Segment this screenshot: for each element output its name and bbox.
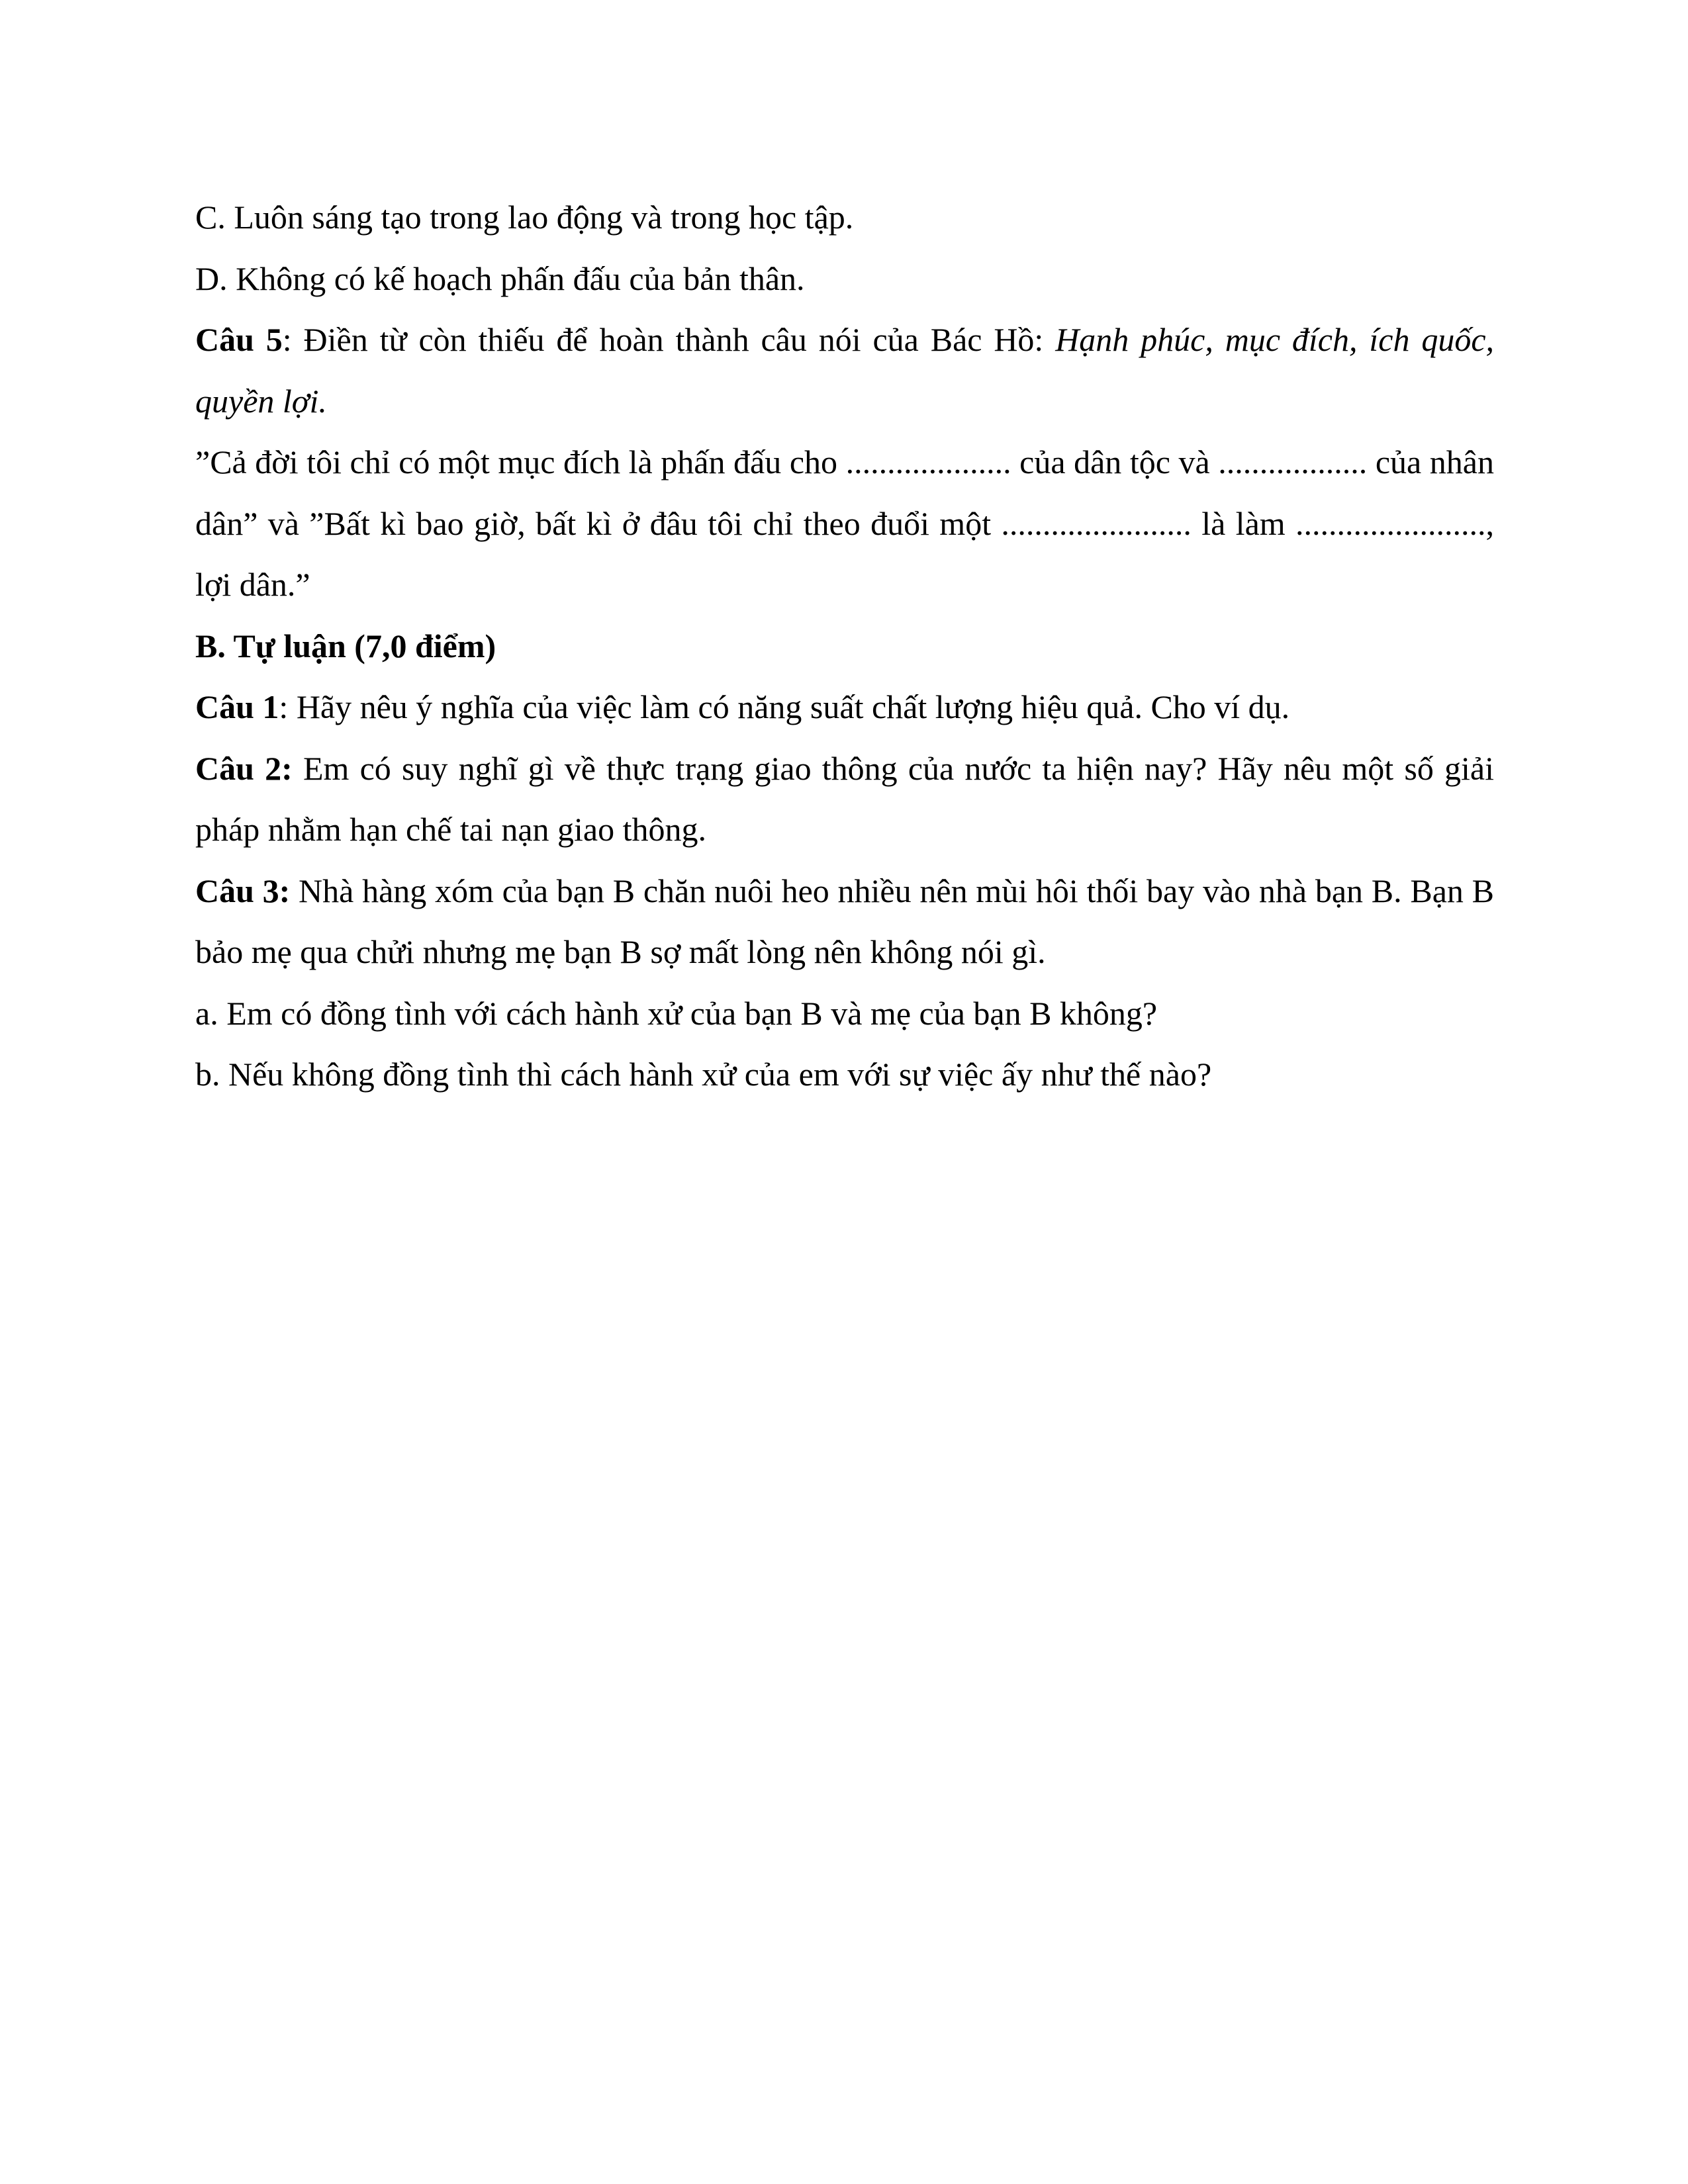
question-5-quote: ”Cả đời tôi chỉ có một mục đích là phấn đấu cho .................... của dân tộc và .................. của nhân dân” và ”Bất kì bao giờ, bất kì ở đâu tôi chỉ theo đuổi một ....................... là làm ......................., lợi dân.” bbox=[195, 443, 1494, 603]
section-b-title: B. Tự luận (7,0 điểm) bbox=[195, 627, 496, 664]
question-3 bbox=[195, 860, 1494, 983]
question-2-label: Câu 2: bbox=[195, 749, 293, 787]
question-5 bbox=[195, 309, 1494, 432]
question-3-text: Nhà hàng xóm của bạn B chăn nuôi heo nhiều nên mùi hôi thối bay vào nhà bạn B. Bạn B bảo mẹ qua chửi nhưng mẹ bạn B sợ mất lòng nên không nói gì. bbox=[195, 872, 1494, 970]
question-2 bbox=[195, 738, 1494, 860]
option-d: D. Không có kế hoạch phấn đấu của bản thân. bbox=[195, 259, 805, 297]
question-3-part-b: b. Nếu không đồng tình thì cách hành xử của em với sự việc ấy như thế nào? bbox=[195, 1056, 1212, 1093]
document-page bbox=[195, 187, 1494, 1105]
question-5-words: Hạnh phúc, mục đích, ích quốc, quyền lợi. bbox=[195, 321, 1495, 420]
question-2-text: Em có suy nghĩ gì về thực trạng giao thông của nước ta hiện nay? Hãy nêu một số giải pháp nhằm hạn chế tai nạn giao thông. bbox=[195, 749, 1494, 848]
option-c: C. Luôn sáng tạo trong lao động và trong học tập. bbox=[195, 199, 854, 236]
question-3-label: Câu 3: bbox=[195, 872, 291, 909]
question-1 bbox=[195, 676, 1494, 738]
question-1-text: : Hãy nêu ý nghĩa của việc làm có năng suất chất lượng hiệu quả. Cho ví dụ. bbox=[279, 688, 1290, 725]
question-1-label: Câu 1 bbox=[195, 688, 279, 725]
question-5-prompt: : Điền từ còn thiếu để hoàn thành câu nói của Bác Hồ: bbox=[282, 321, 1056, 358]
question-5-label: Câu 5 bbox=[195, 321, 283, 358]
question-3-part-a: a. Em có đồng tình với cách hành xử của bạn B và mẹ của bạn B không? bbox=[195, 994, 1158, 1032]
